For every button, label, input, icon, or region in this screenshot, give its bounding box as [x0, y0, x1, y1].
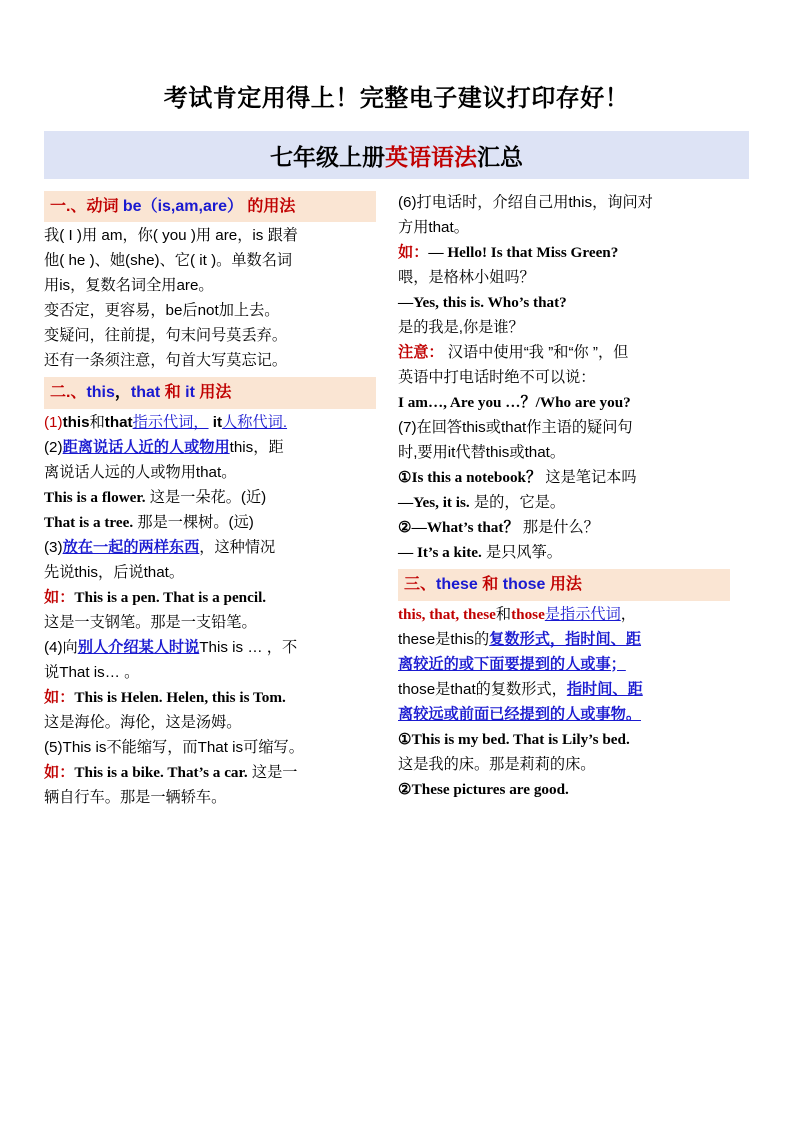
right-column: [398, 191, 730, 811]
heading2-usage: 用法: [199, 384, 232, 402]
s1-line-2: 他( he )、她(she)、它( it )。单数名词: [44, 252, 293, 270]
item1-that: that: [104, 413, 133, 431]
eg3-cn1: 这是一: [251, 763, 298, 781]
heading-part-be: be（is,am,are）: [122, 198, 243, 215]
heading2-and: 和: [164, 384, 181, 402]
item1-it: it: [212, 413, 223, 431]
item1-and: 和: [89, 413, 105, 431]
heading2-that: that: [130, 384, 161, 402]
heading3-and: 和: [482, 576, 499, 594]
s2-eg-1: [44, 586, 376, 610]
r-s3-line3: [398, 678, 730, 702]
r-a1: [398, 491, 730, 515]
s2-item-1: [44, 411, 376, 435]
banner-prefix: 七年级上册: [270, 144, 385, 170]
r-s3-line1: [398, 603, 730, 627]
r-eg5-en: —Yes, this is. Who’s that?: [398, 294, 567, 312]
item3-underline: 放在一起的两样东西: [62, 538, 200, 556]
item3-num: (3): [44, 538, 63, 556]
item4-rest: This is … ，不: [199, 638, 298, 656]
r-s3-line2b: 离较近的或下面要提到的人或事；: [398, 655, 626, 673]
eg3-en: This is a bike. That’s a car.: [74, 763, 248, 781]
s1-line-6: 还有一条须注意，句首大写莫忘记。: [44, 352, 287, 370]
eg1-label: 如：: [44, 588, 75, 606]
s2-eg-1-cn: 这是一支钢笔。那是一支铅笔。: [44, 613, 257, 631]
s3-those-underline-1: 指时间、距: [566, 680, 643, 698]
banner-highlight: 英语语法: [385, 144, 477, 170]
q2-num: ②: [398, 519, 412, 537]
s1-line-1: 我( I )用 am，你( you )用 are，is 跟着: [44, 227, 298, 245]
r-note-en: I am…, Are you …？/Who are you?: [398, 394, 631, 412]
q1-en: Is this a notebook？: [411, 469, 542, 487]
r-q1: [398, 466, 730, 490]
r-item7-line1: (7)在回答this或that作主语的疑问句: [398, 419, 633, 437]
s2-item-5: (5)This is不能缩写，而That is可缩写。: [44, 738, 304, 756]
r-q2: [398, 516, 730, 540]
s2-item-4-line1: [44, 636, 376, 660]
r-s3-q2: [398, 778, 730, 802]
heading2-it: it: [185, 384, 195, 402]
page-title: 考试肯定用得上！完整电子建议打印存好！: [163, 86, 630, 112]
r-s3-q1: [398, 728, 730, 752]
s3-these-prefix: these是this的: [398, 630, 490, 648]
banner-title: [270, 139, 523, 172]
r-note-2: 英语中打电话时绝不可以说：: [398, 369, 596, 387]
r-a2: [398, 541, 730, 565]
r-eg4-cn: 喂，是格林小姐吗？: [398, 269, 535, 287]
s2-eg-2: [44, 686, 376, 710]
item4-num: (4)向: [44, 638, 78, 656]
s3-and: 和: [495, 605, 512, 623]
r-eg4: [398, 241, 730, 265]
heading2-this: this: [86, 384, 115, 402]
section-heading-these-those: [398, 569, 730, 600]
item1-u2: 人称代词.: [222, 413, 288, 431]
q1-num: ①: [398, 469, 412, 487]
heading-part-2: 的用法: [247, 198, 296, 215]
s3-these-underline-1: 复数形式，指时间、距: [489, 630, 642, 648]
r-item6-line1: (6)打电话时，介绍自己用this，询问对: [398, 194, 653, 211]
s2-eg-3: [44, 761, 376, 785]
item1-this: this: [62, 413, 90, 431]
s2-item-2-line2: 离说话人远的人或物用that。: [44, 463, 237, 481]
heading3-those: those: [502, 576, 546, 594]
r-s3-line2: [398, 628, 730, 652]
s2-item-4-line2: 说That is… 。: [44, 663, 140, 681]
banner-suffix: 汇总: [477, 144, 523, 170]
eg2-label: 如：: [44, 688, 75, 706]
s1-line-3: 用is，复数名词全用are。: [44, 277, 214, 295]
item1-num: (1): [44, 413, 63, 431]
content-columns: [44, 191, 749, 811]
item1-u1: 指示代词，: [132, 413, 209, 431]
s3-q2-en: These pictures are good.: [411, 780, 569, 798]
s3-underline: 是指示代词: [544, 605, 621, 623]
eg4-label: 如：: [398, 244, 429, 262]
item2-underline: 距离说话人近的人或物用: [62, 438, 230, 456]
s1-line-4: 变否定，更容易，be后not加上去。: [44, 302, 280, 320]
q2-cn: 那是什么？: [522, 519, 599, 537]
r-item7-line2: 时,要用it代替this或that。: [398, 444, 566, 462]
r-s3-line3b: 离较远或前面已经提到的人或事物。: [398, 705, 641, 723]
ex1-en: This is a flower.: [44, 488, 146, 506]
left-column: [44, 191, 376, 811]
note-label: 注意：: [398, 344, 444, 362]
note-text-1: 汉语中使用“我 ”和“你 ”，但: [447, 344, 629, 362]
s2-item-3-line1: [44, 536, 376, 560]
r-item6-line2: 方用that。: [398, 219, 469, 237]
s3-words: this, that, these: [398, 605, 496, 623]
eg1-en: This is a pen. That is a pencil.: [74, 588, 267, 606]
a2-en: — It’s a kite.: [398, 544, 482, 562]
s3-q1-en: This is my bed. That is Lily’s bed.: [411, 730, 630, 748]
a1-cn: 是的，它是。: [473, 494, 566, 512]
s3-q1-num: ①: [398, 730, 412, 748]
item2-num: (2): [44, 438, 63, 456]
r-eg5-cn: 是的我是,你是谁？: [398, 319, 524, 337]
q1-cn: 这是笔记本吗: [545, 469, 637, 487]
s2-item-2-line1: [44, 436, 376, 460]
eg3-label: 如：: [44, 763, 75, 781]
ex1-cn: 这是一朵花。(近): [149, 488, 267, 506]
s1-line-5: 变疑问，往前提，句末问号莫丢弃。: [44, 327, 287, 345]
s3-those-prefix: those是that的复数形式，: [398, 680, 567, 698]
s2-example-2: [44, 511, 376, 535]
heading-part-1: 一.、动词: [50, 198, 119, 215]
section-heading-verb-be: [44, 191, 376, 222]
s3-q2-num: ②: [398, 780, 412, 798]
heading3-usage: 用法: [549, 576, 582, 594]
item3-rest: ，这种情况: [199, 538, 276, 556]
heading3-part-1: 三、: [404, 576, 437, 594]
s3-comma: ，: [620, 605, 636, 623]
s2-example-1: [44, 486, 376, 510]
eg4-en: — Hello! Is that Miss Green?: [428, 244, 619, 262]
s2-eg-2-cn: 这是海伦。海伦，这是汤姆。: [44, 713, 242, 731]
section-heading-this-that-it: [44, 377, 376, 408]
heading2-part-1: 二.、: [50, 384, 87, 402]
ex2-en: That is a tree.: [44, 513, 134, 531]
item4-underline: 别人介绍某人时说: [77, 638, 200, 656]
r-s3-q1-cn: 这是我的床。那是莉莉的床。: [398, 755, 596, 773]
heading2-comma: ，: [114, 384, 131, 402]
a2-cn: 是只风筝。: [486, 544, 562, 562]
q2-en: —What’s that？: [411, 519, 519, 537]
eg2-en: This is Helen. Helen, this is Tom.: [74, 688, 286, 706]
item2-rest: this，距: [229, 438, 284, 456]
heading3-these: these: [436, 576, 478, 594]
banner: [44, 131, 749, 179]
ex2-cn: 那是一棵树。(远): [137, 513, 254, 531]
s2-eg-3-cn2: 辆自行车。那是一辆轿车。: [44, 788, 227, 806]
r-note: [398, 341, 730, 365]
s2-item-3-line2: 先说this，后说that。: [44, 563, 185, 581]
a1-en: —Yes, it is.: [398, 494, 470, 512]
s3-those: those: [511, 605, 545, 623]
